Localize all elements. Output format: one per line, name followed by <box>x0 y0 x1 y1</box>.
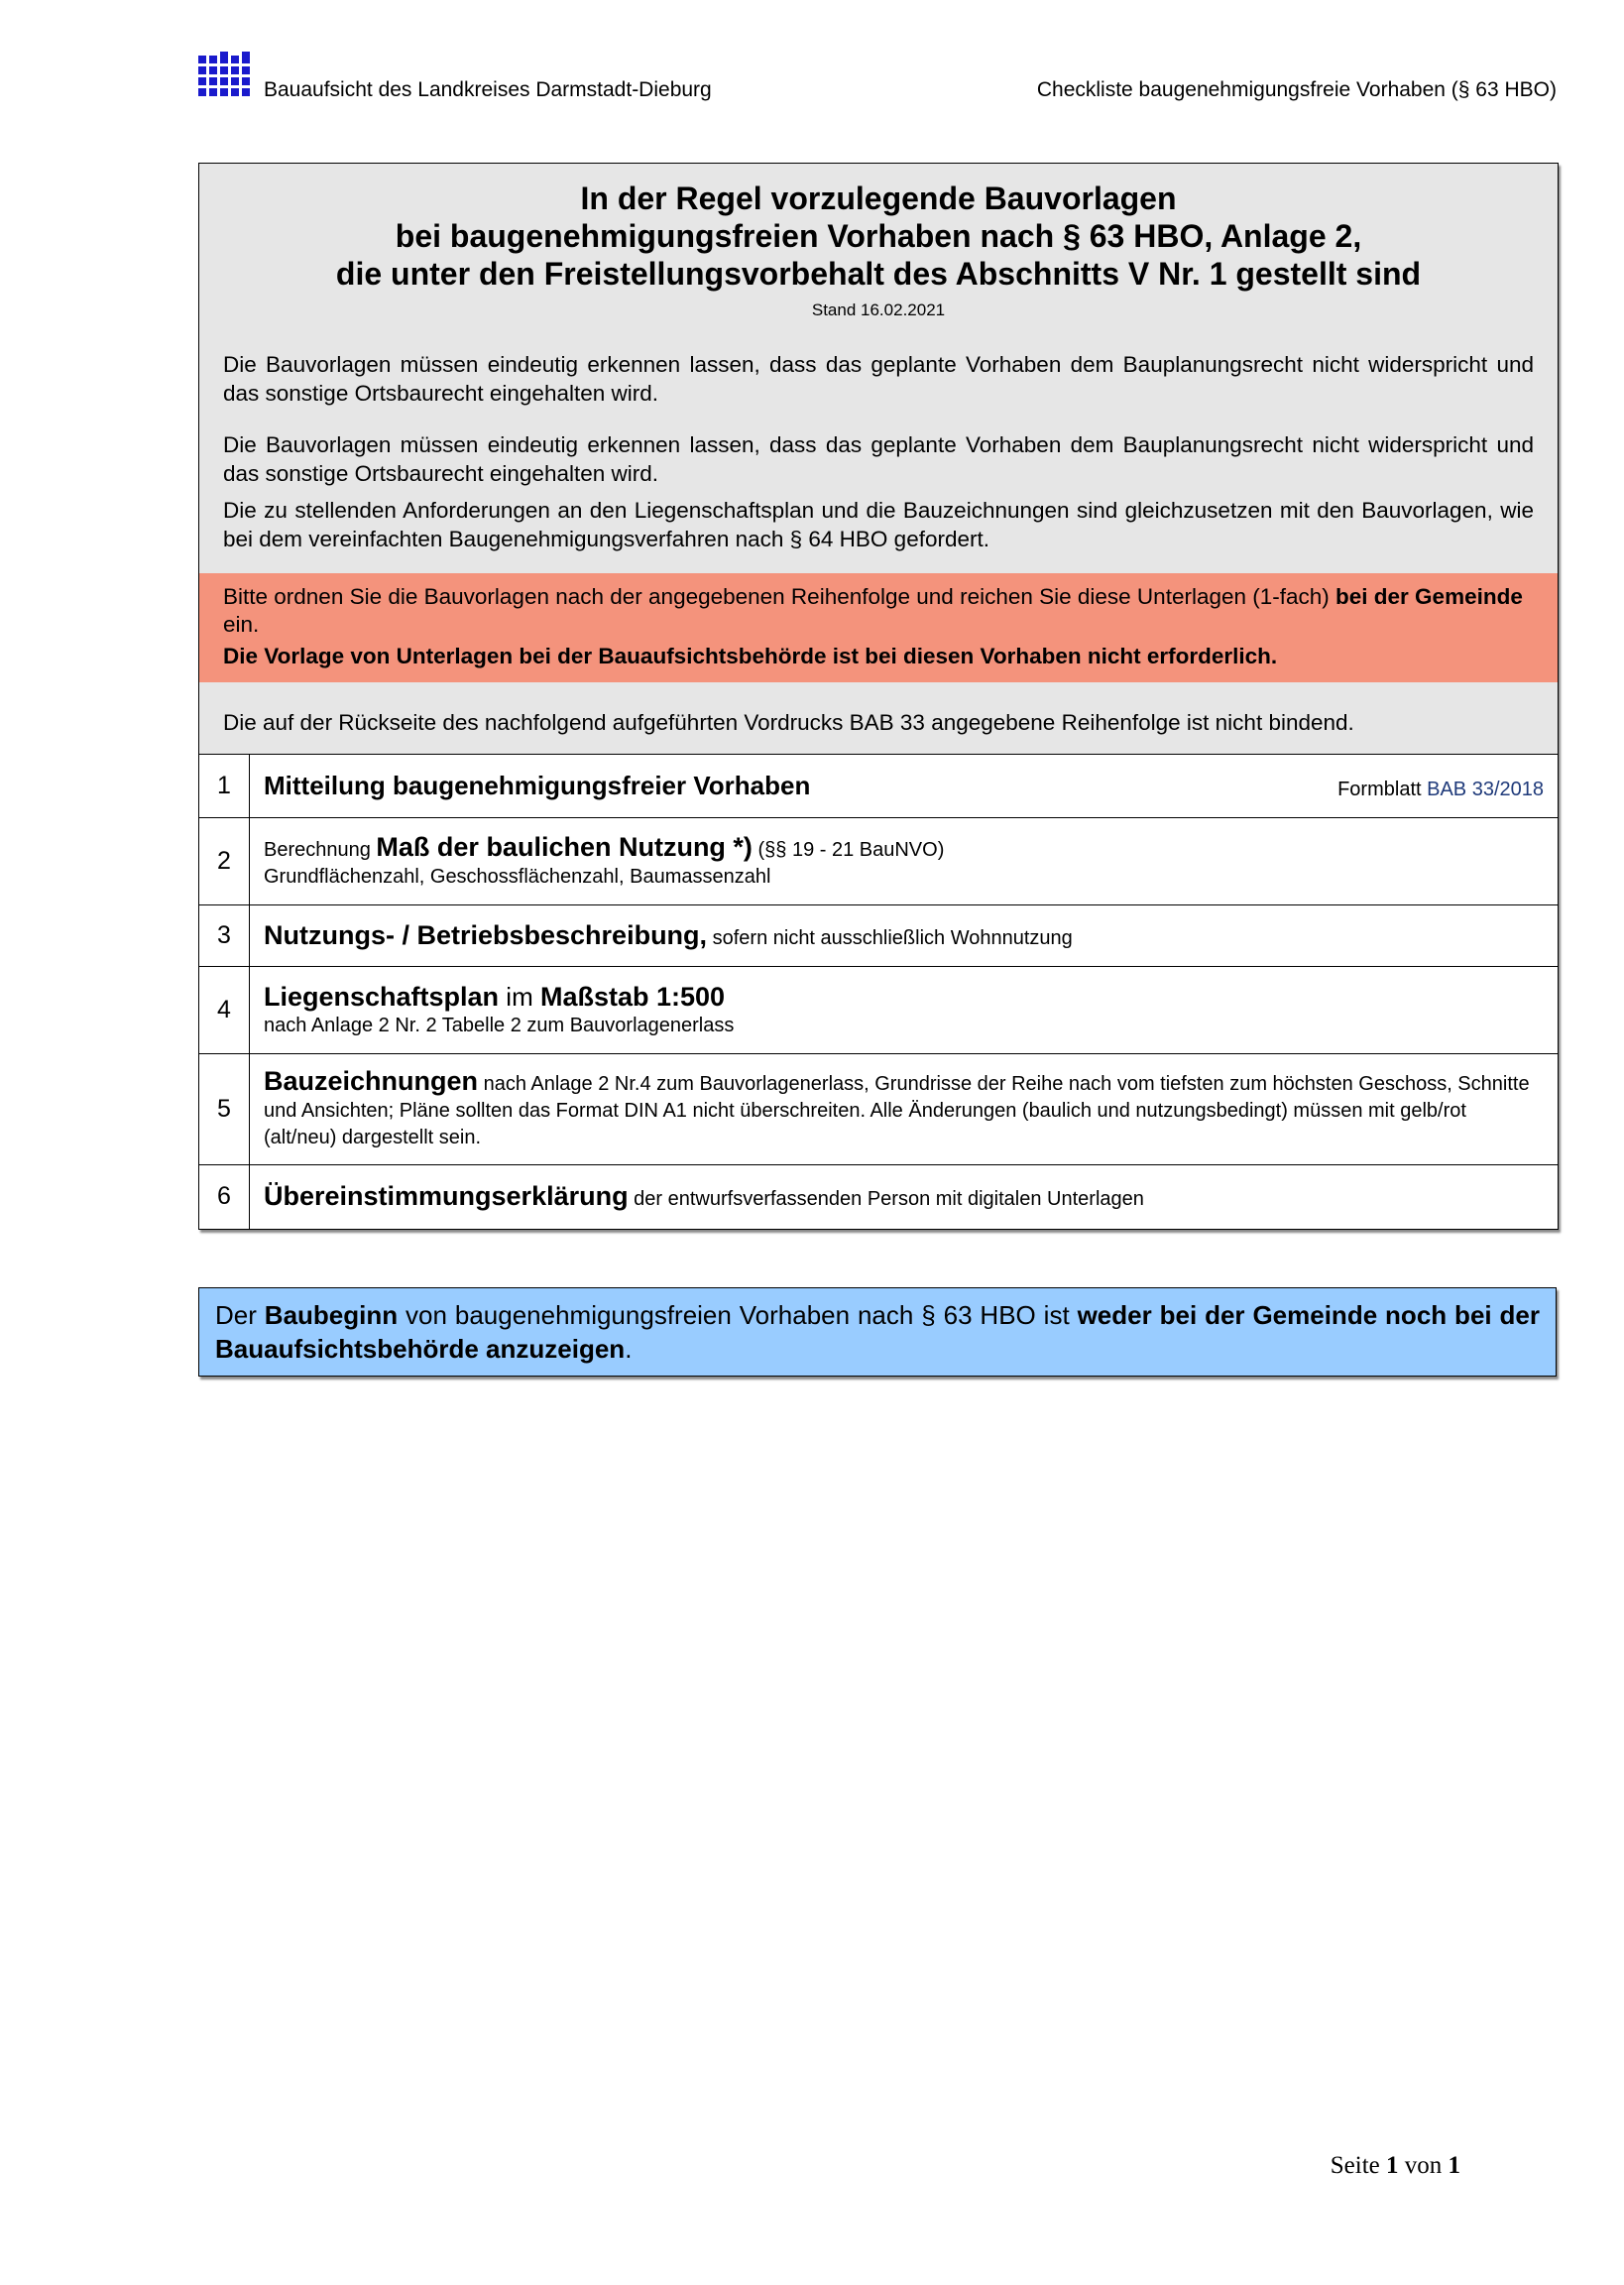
current-page: 1 <box>1386 2152 1399 2179</box>
intro-paragraph: Die Bauvorlagen müssen eindeutig erkennen lassen, dass das geplante Vorhaben dem Bauplanungsrecht nicht widerspricht und das sonstige Ortsbaurecht eingehalten wird. <box>223 352 1534 406</box>
item-subtext: nach Anlage 2 Nr. 2 Tabelle 2 zum Bauvorlagenerlass <box>264 1014 735 1036</box>
submission-note <box>199 573 1558 682</box>
title-line: die unter den Freistellungsvorbehalt des Abschnitts V Nr. 1 gestellt sind <box>335 256 1422 292</box>
formblatt-label: Formblatt <box>1337 779 1428 800</box>
item-title: Nutzungs- / Betriebsbeschreibung, <box>264 919 708 950</box>
item-title: Übereinstimmungserklärung <box>264 1180 629 1211</box>
table-row <box>199 905 1558 967</box>
note-emphasis: weder bei der Gemeinde noch bei der Bauaufsichtsbehörde anzuzeigen <box>215 1300 1540 1364</box>
document-subject: Checkliste baugenehmigungsfreie Vorhaben (§ 63 HBO) <box>1036 78 1557 101</box>
intro-text <box>223 350 1534 553</box>
stand-date: Stand 16.02.2021 <box>811 301 946 319</box>
note-text: ein. <box>223 612 260 637</box>
row-number: 4 <box>199 967 250 1054</box>
row-number: 1 <box>199 755 250 818</box>
row-number: 6 <box>199 1165 250 1229</box>
note-text: Bitte ordnen Sie die Bauvorlagen nach der angegebenen Reihenfolge und reichen Sie diese Unterlagen (1-fach) <box>223 584 1336 609</box>
table-row <box>199 818 1558 905</box>
page-separator: von <box>1398 2152 1449 2179</box>
item-title: Mitteilung baugenehmigungsfreier Vorhaben <box>264 771 811 800</box>
table-row <box>199 1165 1558 1229</box>
row-content <box>250 1165 1559 1229</box>
item-title: Maß der baulichen Nutzung *) <box>376 832 753 862</box>
landkreis-logo-icon <box>198 52 250 103</box>
item-scale: Maßstab 1:500 <box>539 981 726 1012</box>
item-subtext: Grundflächenzahl, Geschossflächenzahl, Baumassenzahl <box>264 866 771 888</box>
item-detail: (§§ 19 - 21 BauNVO) <box>752 839 945 861</box>
item-connector: im <box>499 981 540 1012</box>
item-title: Bauzeichnungen <box>264 1065 479 1096</box>
note-text: . <box>625 1334 633 1364</box>
table-row <box>199 1054 1558 1165</box>
page-header <box>198 52 1557 107</box>
title-line: In der Regel vorzulegende Bauvorlagen <box>580 180 1177 216</box>
formblatt-reference <box>1337 779 1544 801</box>
submission-instruction <box>223 583 1534 639</box>
table-row <box>199 755 1558 818</box>
construction-start-note <box>198 1287 1557 1377</box>
intro-paragraph: Die Bauvorlagen müssen eindeutig erkennen lassen, dass das geplante Vorhaben dem Bauplanungsrecht nicht widerspricht und das sonstige Ortsbaurecht eingehalten wird. <box>223 432 1534 486</box>
note-emphasis: bei der Gemeinde <box>1335 584 1523 609</box>
title-line: bei baugenehmigungsfreien Vorhaben nach § 63 HBO, Anlage 2, <box>395 218 1362 254</box>
row-content <box>250 755 1559 818</box>
note-emphasis: Baubeginn <box>264 1300 399 1330</box>
row-number: 3 <box>199 905 250 967</box>
row-number: 5 <box>199 1054 250 1165</box>
intro-paragraph: Die zu stellenden Anforderungen an den Liegenschaftsplan und die Bauzeichnungen sind gleichzusetzen mit den Bauvorlagen, wie bei dem vereinfachten Baugenehmigungsverfahren nach § 64 HBO gefordert. <box>223 498 1534 551</box>
submission-warning: Die Vorlage von Unterlagen bei der Bauaufsichtsbehörde ist bei diesen Vorhaben nicht erforderlich. <box>223 644 1278 668</box>
item-detail: sofern nicht ausschließlich Wohnnutzung <box>707 926 1073 949</box>
documents-table <box>199 754 1558 1229</box>
checklist-box <box>198 163 1559 1230</box>
item-detail: der entwurfsverfassenden Person mit digitalen Unterlagen <box>628 1187 1144 1210</box>
item-prefix: Berechnung <box>264 839 377 861</box>
page-label: Seite <box>1330 2152 1386 2179</box>
row-content <box>250 905 1559 967</box>
row-content <box>250 1054 1559 1165</box>
note-text: von baugenehmigungsfreien Vorhaben nach § 63 HBO ist <box>398 1300 1078 1330</box>
row-content <box>250 967 1559 1054</box>
row-number: 2 <box>199 818 250 905</box>
item-title: Liegenschaftsplan <box>264 981 500 1012</box>
total-pages: 1 <box>1448 2152 1460 2179</box>
intro-section <box>199 164 1558 573</box>
order-note: Die auf der Rückseite des nachfolgend aufgeführten Vordrucks BAB 33 angegebene Reihenfolge ist nicht bindend. <box>199 682 1558 754</box>
document-title <box>223 180 1534 293</box>
item-detail: nach Anlage 2 Nr.4 zum Bauvorlagenerlass, Grundrisse der Reihe nach vom tiefsten zum höchsten Geschoss, Schnitte und Ansichten; Pläne sollten das Format DIN A1 nicht überschreiten. Alle Änderungen (baulich und nutzungsbedingt) müssen mit gelb/rot (alt/neu) dargestellt sein. <box>264 1072 1530 1148</box>
table-row <box>199 967 1558 1054</box>
note-text: Der <box>215 1300 265 1330</box>
authority-name: Bauaufsicht des Landkreises Darmstadt-Dieburg <box>264 78 712 101</box>
formblatt-code: BAB 33/2018 <box>1427 779 1544 800</box>
page-number <box>1331 2152 1460 2180</box>
row-content <box>250 818 1559 905</box>
